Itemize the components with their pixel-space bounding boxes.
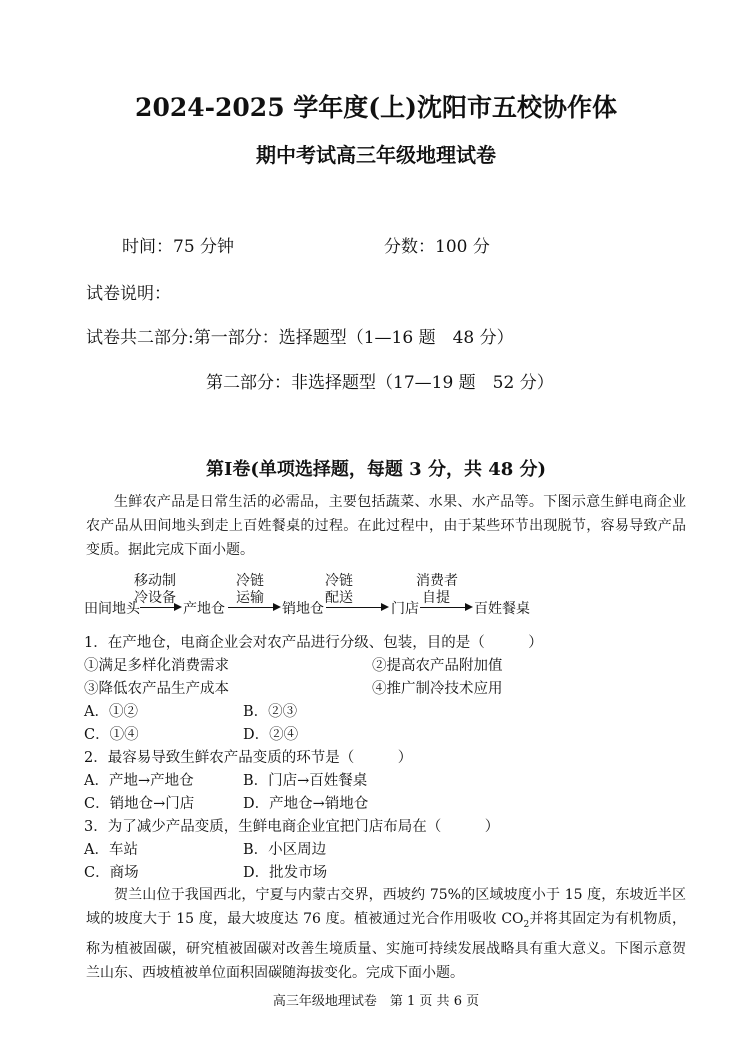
part1-info: 试卷共二部分:第一部分：选择题型（1—16 题 48 分） xyxy=(86,328,514,348)
q2-option-b[interactable]: B．门店→百姓餐桌 xyxy=(243,773,368,789)
exam-title: 2024-2025 学年度(上)沈阳市五校协作体 xyxy=(135,93,617,122)
section-heading: 第Ⅰ卷(单项选择题，每题 3 分，共 48 分) xyxy=(205,459,547,480)
flow-node: 销地仓 xyxy=(282,601,324,617)
flow-label: 自提 xyxy=(422,590,450,606)
arrow-head-icon xyxy=(381,603,389,611)
flow-node: 百姓餐桌 xyxy=(474,601,530,617)
passage-helan-part2: 并将其固定为有机物质，称为植被固碳，研究植被固碳对改善生境质量、实施可持续发展战略具有重大意义。下图示意贺兰山东、西坡植被单位面积固碳随海拔变化。完成下面小题。 xyxy=(86,911,686,981)
q2-option-a[interactable]: A．产地→产地仓 xyxy=(84,773,194,789)
question-3-stem: 3．为了减少产品变质，生鲜电商企业宜把门店布局在（ ） xyxy=(84,819,500,835)
notes-label: 试卷说明： xyxy=(86,284,171,304)
q1-option-c[interactable]: C．①④ xyxy=(84,727,139,743)
co2-subscript: 2 xyxy=(523,919,530,930)
flow-label: 冷设备 xyxy=(134,590,176,606)
exam-subtitle: 期中考试高三年级地理试卷 xyxy=(256,143,496,167)
q3-option-d[interactable]: D．批发市场 xyxy=(243,865,328,881)
flow-node: 门店 xyxy=(391,601,419,617)
flow-label: 移动制 xyxy=(134,573,176,589)
q1-item: ④推广制冷技术应用 xyxy=(372,681,503,697)
flow-label: 消费者 xyxy=(416,573,458,589)
q1-item: ①满足多样化消费需求 xyxy=(84,658,229,674)
flow-label: 配送 xyxy=(325,590,353,606)
arrow-head-icon xyxy=(174,603,182,611)
passage-helan-mountain xyxy=(86,883,686,985)
question-2-stem: 2．最容易导致生鲜农产品变质的环节是（ ） xyxy=(84,750,413,766)
q1-item: ③降低农产品生产成本 xyxy=(84,681,229,697)
score-info: 分数：100 分 xyxy=(384,237,490,257)
flow-node: 田间地头 xyxy=(84,601,140,617)
passage-helan-part1: 贺兰山位于我国西北，宁夏与内蒙古交界，西坡约 75%的区域坡度小于 15 度，东坡近半区域的坡度大于 15 度，最大坡度达 76 度。植被通过光合作用吸收 CO xyxy=(86,887,686,927)
flow-arrow xyxy=(326,607,382,608)
passage-fresh-produce: 生鲜农产品是日常生活的必需品，主要包括蔬菜、水果、水产品等。下图示意生鲜电商企业农产品从田间地头到走上百姓餐桌的过程。在此过程中，由于某些环节出现脱节，容易导致产品变质。据此完成下面小题。 xyxy=(86,494,686,558)
flow-arrow xyxy=(140,607,175,608)
time-info: 时间：75 分钟 xyxy=(122,237,235,257)
flow-arrow xyxy=(228,607,274,608)
q3-option-b[interactable]: B．小区周边 xyxy=(243,842,327,858)
q1-option-d[interactable]: D．②④ xyxy=(243,727,299,743)
q3-option-a[interactable]: A．车站 xyxy=(84,842,138,858)
flow-arrow xyxy=(420,607,466,608)
arrow-head-icon xyxy=(465,603,473,611)
q2-option-d[interactable]: D．产地仓→销地仓 xyxy=(243,796,369,812)
flow-label: 运输 xyxy=(236,590,264,606)
part2-info: 第二部分：非选择题型（17—19 题 52 分） xyxy=(206,373,554,393)
q2-option-c[interactable]: C．销地仓→门店 xyxy=(84,796,195,812)
question-1-stem: 1．在产地仓，电商企业会对农产品进行分级、包装，目的是（ ） xyxy=(84,635,543,651)
q1-option-b[interactable]: B．②③ xyxy=(243,704,298,720)
q1-item: ②提高农产品附加值 xyxy=(372,658,503,674)
arrow-head-icon xyxy=(273,603,281,611)
flow-label: 冷链 xyxy=(236,573,264,589)
flow-node: 产地仓 xyxy=(183,601,225,617)
flow-label: 冷链 xyxy=(325,573,353,589)
q3-option-c[interactable]: C．商场 xyxy=(84,865,139,881)
q1-option-a[interactable]: A．①② xyxy=(84,704,138,720)
page-footer: 高三年级地理试卷 第 1 页 共 6 页 xyxy=(272,994,480,1009)
